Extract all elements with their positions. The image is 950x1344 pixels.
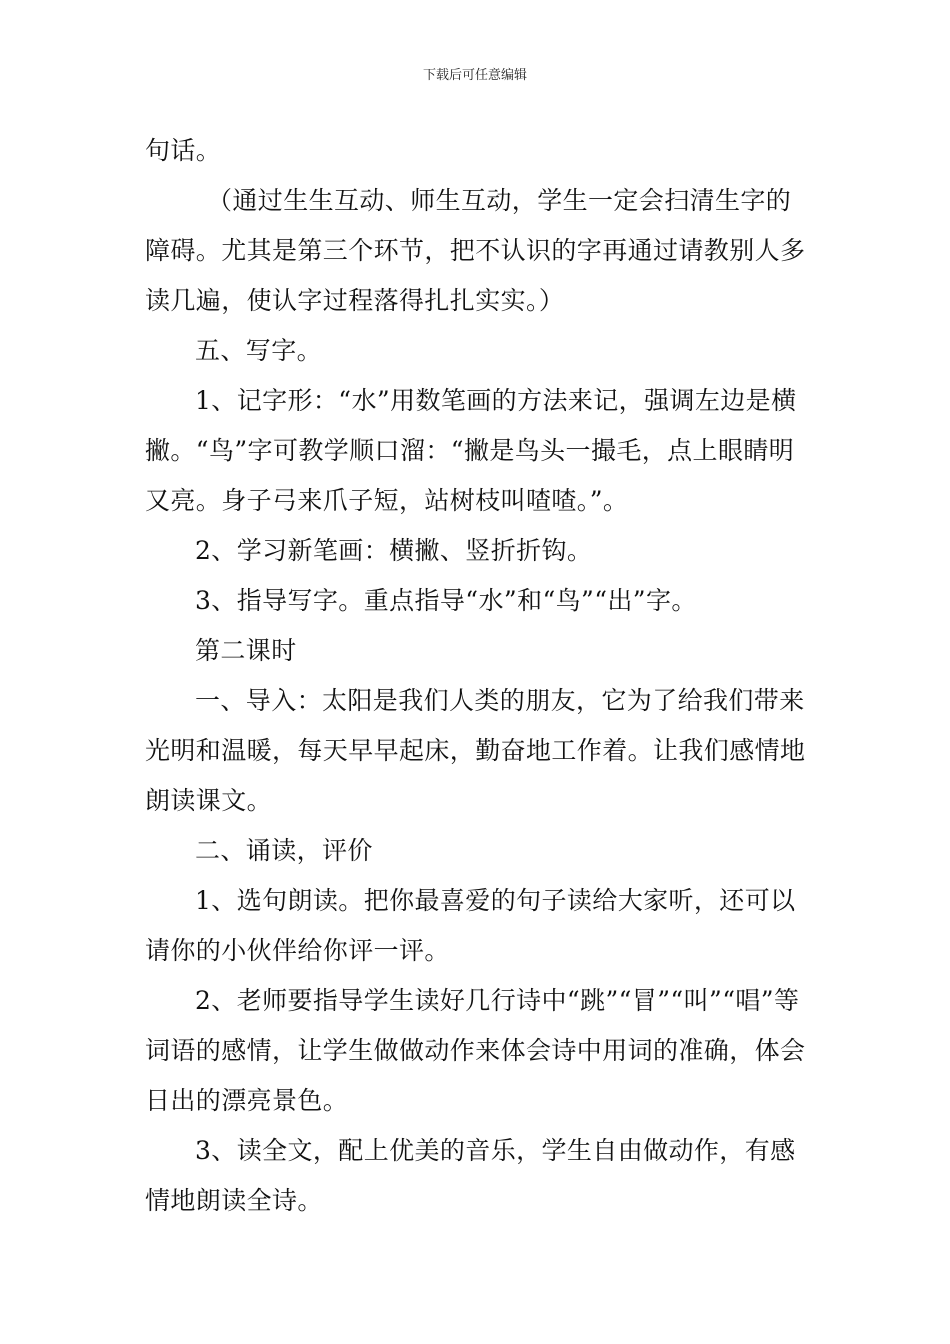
page-header: 下载后可任意编辑 (422, 68, 527, 83)
section-heading-recitation: 二、诵读，评价 (195, 836, 373, 865)
paragraph-item-2: 2、学习新笔画：横撇、竖折折钩。 (195, 536, 593, 565)
paragraph-item-3b: 3、读全文，配上优美的音乐，学生自由做动作，有感情地朗读全诗。 (145, 1136, 796, 1215)
paragraph-item-1b: 1、选句朗读。把你最喜爱的句子读给大家听，还可以请你的小伙伴给你评一评。 (145, 886, 796, 965)
section-heading-lesson-two: 第二课时 (195, 636, 297, 665)
paragraph-introduction: 一、导入：太阳是我们人类的朋友，它为了给我们带来光明和温暖，每天早早起床，勤奋地工作着。让我们感情地朗读课文。 (145, 686, 806, 815)
paragraph-continuation: 句话。 (145, 136, 222, 165)
paragraph-item-2b: 2、老师要指导学生读好几行诗中“跳”“冒”“叫”“唱”等词语的感情，让学生做做动作来体会诗中用词的准确，体会日出的漂亮景色。 (145, 986, 806, 1115)
section-heading-writing: 五、写字。 (195, 336, 323, 365)
paragraph-item-1: 1、记字形：“水”用数笔画的方法来记，强调左边是横撇。“鸟”字可教学顺口溜：“撇是鸟头一撮毛，点上眼睛明又亮。身子弓来爪子短，站树枝叫喳喳。”。 (145, 386, 797, 515)
paragraph-note: （通过生生互动、师生互动，学生一定会扫清生字的障碍。尤其是第三个环节，把不认识的字再通过请教别人多读几遍，使认字过程落得扎扎实实。） (145, 186, 806, 315)
paragraph-item-3: 3、指导写字。重点指导“水”和“鸟”“出”字。 (195, 586, 697, 615)
document-body (145, 126, 810, 1226)
